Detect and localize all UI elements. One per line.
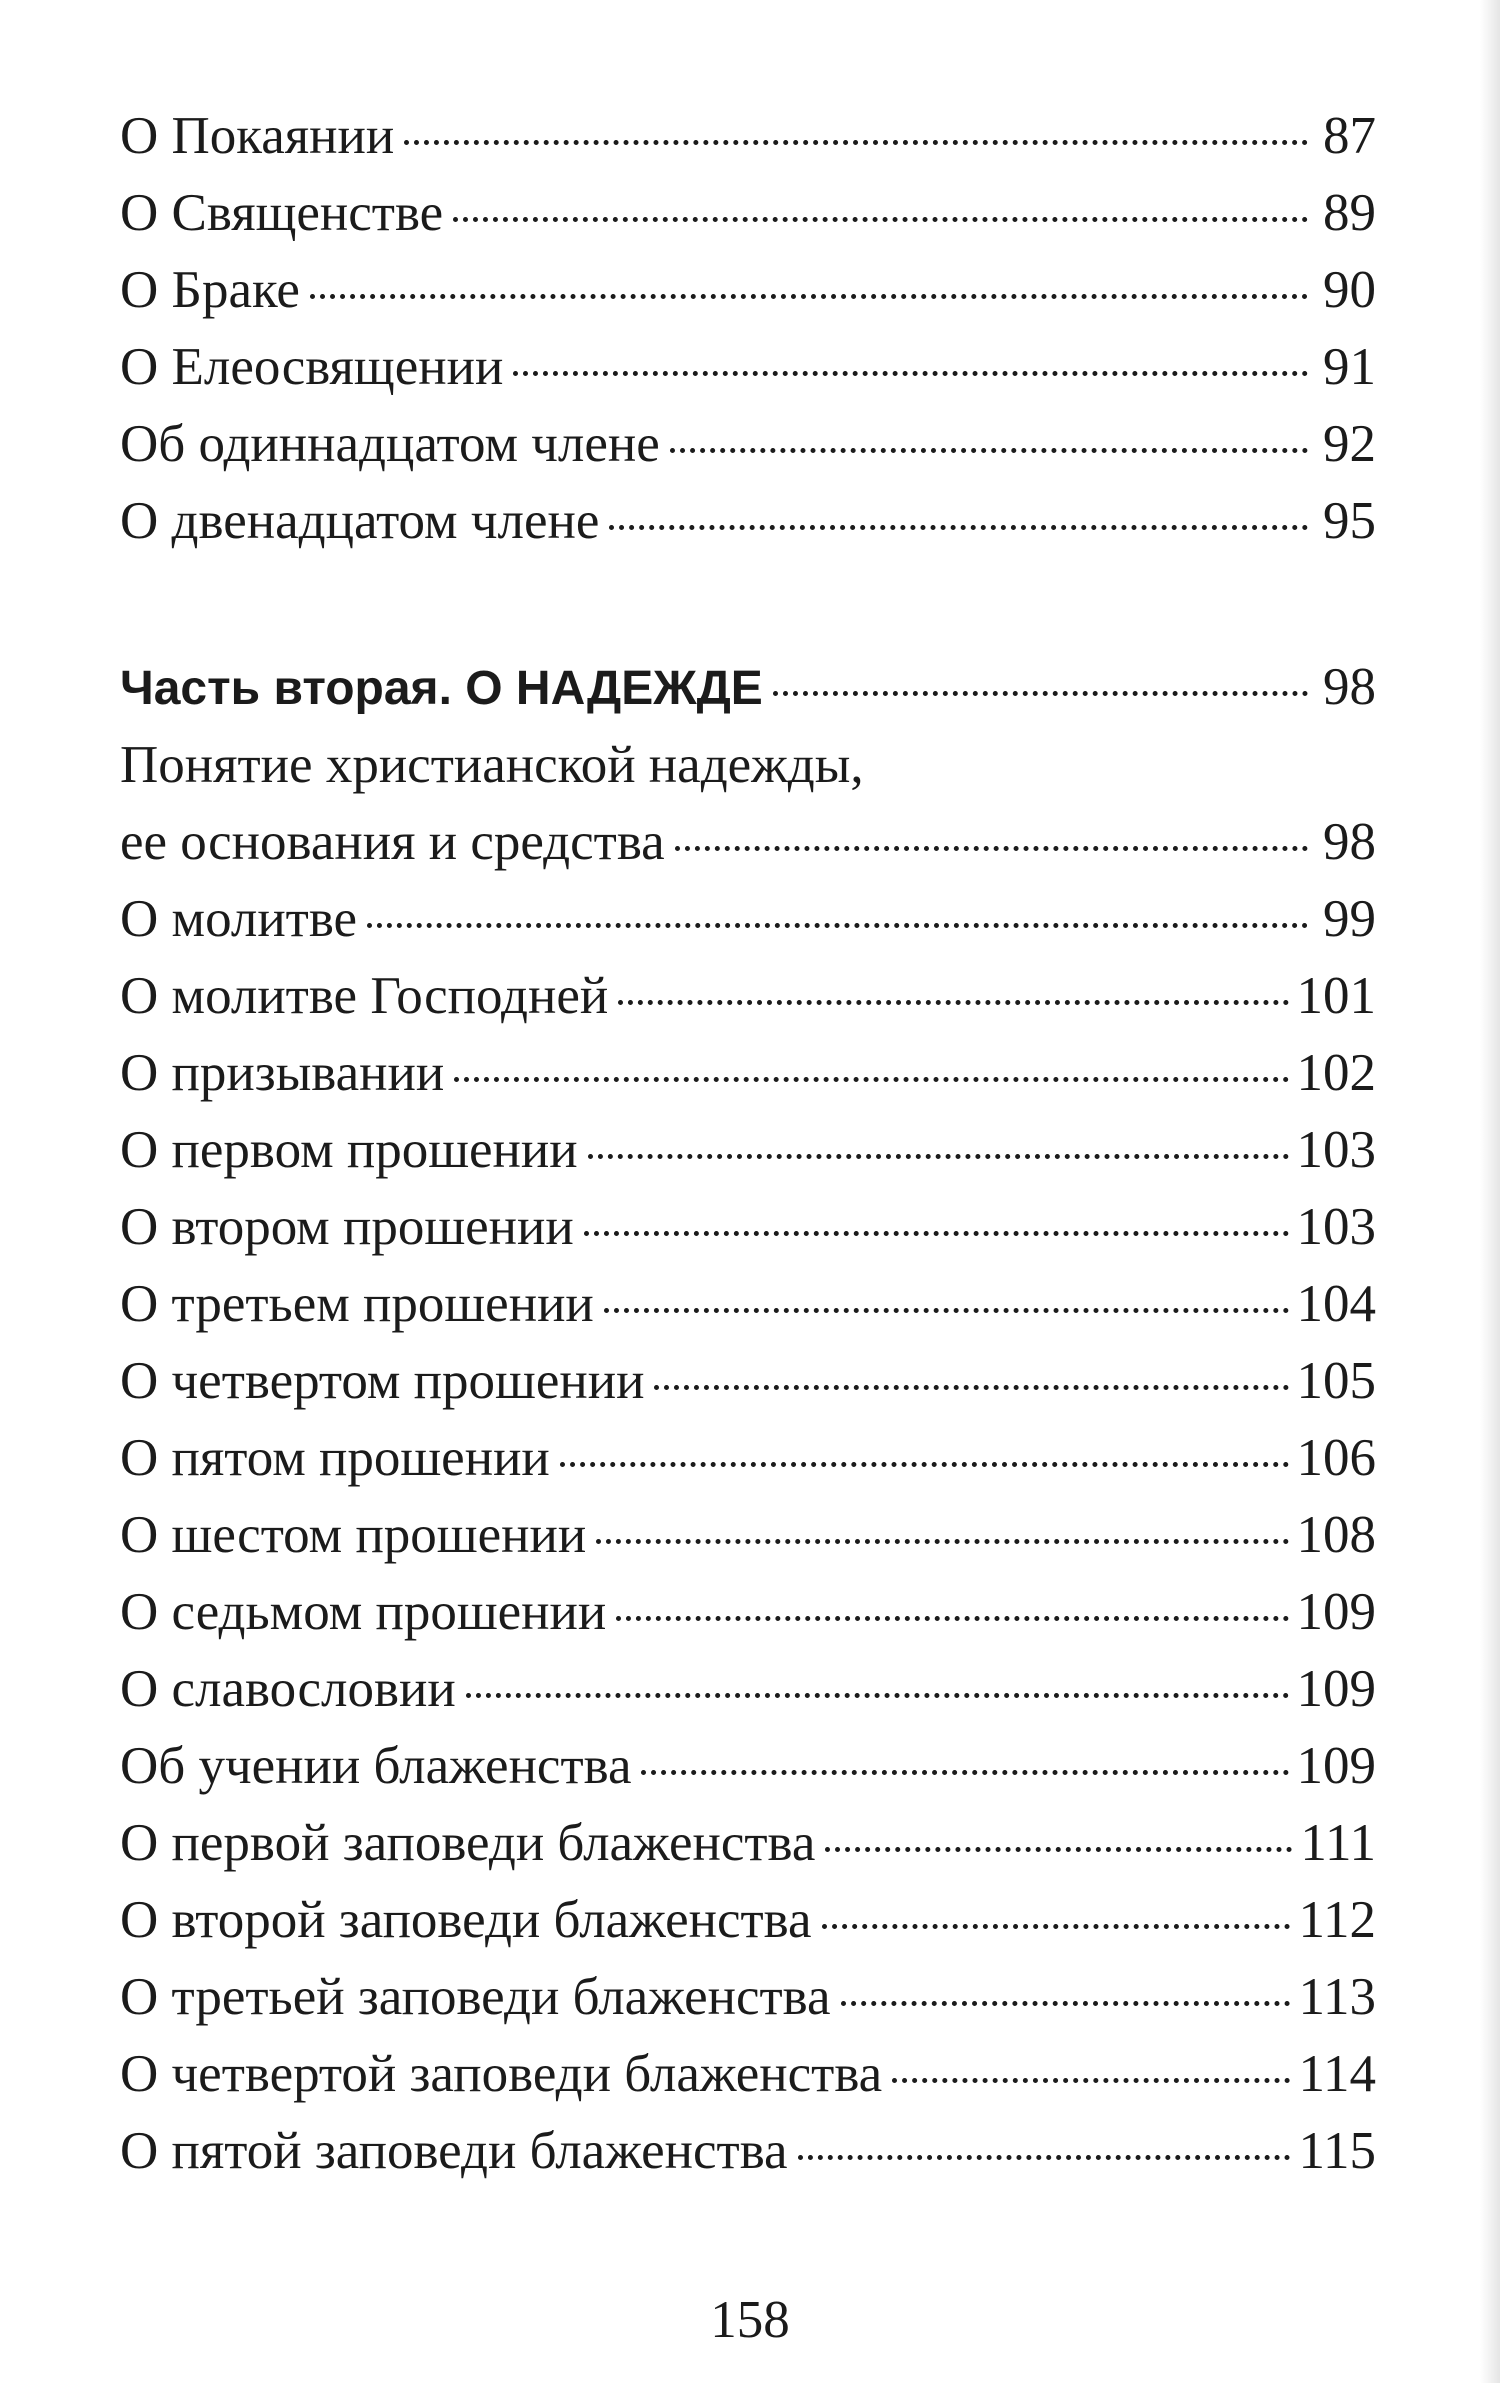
dot-leader: [841, 2001, 1291, 2006]
toc-entry-title: Об учении блаженства: [120, 1737, 632, 1795]
toc-entry[interactable]: [120, 881, 1376, 958]
dot-leader: [310, 294, 1308, 299]
page-edge-shadow: [1480, 0, 1500, 2383]
toc-entry-page: 98: [1323, 658, 1376, 716]
toc-entry-page: 102: [1296, 1044, 1376, 1102]
toc-entry[interactable]: [120, 1882, 1376, 1959]
toc-entry[interactable]: [120, 252, 1376, 329]
toc-entry[interactable]: [120, 329, 1376, 406]
toc-entry-title: О седьмом прошении: [120, 1583, 607, 1641]
toc-entry[interactable]: [120, 98, 1376, 175]
toc-entry-title: О пятом прошении: [120, 1429, 550, 1487]
toc-entry-title: О славословии: [120, 1660, 456, 1718]
toc-entry-title: О шестом прошении: [120, 1506, 587, 1564]
dot-leader: [453, 217, 1308, 222]
page-number: 158: [710, 2291, 790, 2349]
dot-leader: [404, 140, 1308, 145]
dot-leader: [654, 1385, 1288, 1390]
toc-entry[interactable]: [120, 1343, 1376, 1420]
toc-entry[interactable]: [120, 1035, 1376, 1112]
toc-part-heading[interactable]: [120, 647, 1376, 727]
toc-entry[interactable]: [120, 727, 1376, 881]
toc-entry-title: О призывании: [120, 1044, 445, 1102]
toc-entry-page: 98: [1323, 813, 1376, 871]
toc-entry[interactable]: [120, 1805, 1376, 1882]
toc-entry[interactable]: [120, 1189, 1376, 1266]
toc-entry-title: О Браке: [120, 261, 300, 319]
toc-entry-title-line2: ее основания и средства: [120, 813, 665, 871]
toc-entry-title: О первом прошении: [120, 1121, 578, 1179]
toc-entry-page: 115: [1298, 2122, 1376, 2180]
toc-entry-title-line1: Понятие христианской надежды,: [120, 736, 864, 794]
toc-entry-page: 109: [1296, 1583, 1376, 1641]
toc-entry-title: О четвертом прошении: [120, 1352, 645, 1410]
dot-leader: [454, 1077, 1288, 1082]
dot-leader: [798, 2155, 1291, 2160]
dot-leader: [596, 1539, 1288, 1544]
dot-leader: [609, 525, 1308, 530]
dot-leader: [675, 846, 1308, 851]
toc-entry-page: 99: [1323, 890, 1376, 948]
toc-entry-page: 105: [1296, 1352, 1376, 1410]
toc-entry[interactable]: [120, 2036, 1376, 2113]
toc-entry-title: О Покаянии: [120, 107, 395, 165]
toc-entry[interactable]: [120, 406, 1376, 483]
toc-entry[interactable]: [120, 1728, 1376, 1805]
dot-leader: [513, 371, 1308, 376]
toc-entry-page: 106: [1296, 1429, 1376, 1487]
toc-entry-page: 92: [1323, 415, 1376, 473]
toc-entry-page: 89: [1323, 184, 1376, 242]
toc-entry[interactable]: [120, 958, 1376, 1035]
toc-entry[interactable]: [120, 483, 1376, 560]
toc-entry-page: 104: [1296, 1275, 1376, 1333]
dot-leader: [641, 1770, 1288, 1775]
toc-entry-page: 91: [1323, 338, 1376, 396]
toc-entry-title: О пятой заповеди блаженства: [120, 2122, 788, 2180]
toc-group-part-two: [120, 647, 1376, 2190]
toc-entry-page: 87: [1323, 107, 1376, 165]
toc-entry-title: О четвертой заповеди блаженства: [120, 2045, 883, 2103]
toc-entry-page: 113: [1298, 1968, 1376, 2026]
toc-entry-title: О Елеосвящении: [120, 338, 504, 396]
toc-entry-page: 112: [1298, 1891, 1376, 1949]
toc-entry-page: 109: [1296, 1737, 1376, 1795]
toc-part-title: Часть вторая. О НАДЕЖДЕ: [120, 662, 763, 715]
toc-entry-title: О третьем прошении: [120, 1275, 594, 1333]
toc-entry-page: 103: [1296, 1121, 1376, 1179]
toc-entry-page: 95: [1323, 492, 1376, 550]
toc-entry[interactable]: [120, 1574, 1376, 1651]
dot-leader: [584, 1231, 1289, 1236]
dot-leader: [822, 1924, 1291, 1929]
dot-leader: [616, 1616, 1288, 1621]
toc-entry-page: 109: [1296, 1660, 1376, 1718]
toc-entry-title: О молитве Господней: [120, 967, 609, 1025]
toc-entry-page: 90: [1323, 261, 1376, 319]
toc-entry[interactable]: [120, 1266, 1376, 1343]
toc-entry-page: 111: [1300, 1814, 1376, 1872]
toc-entry[interactable]: [120, 1959, 1376, 2036]
toc-entry-title: О первой заповеди блаженства: [120, 1814, 816, 1872]
toc-entry-title: Об одиннадцатом члене: [120, 415, 660, 473]
toc-entry[interactable]: [120, 1420, 1376, 1497]
toc-entry-title: О Священстве: [120, 184, 444, 242]
toc-entry-page: 108: [1296, 1506, 1376, 1564]
toc-entry[interactable]: [120, 175, 1376, 252]
dot-leader: [892, 2078, 1290, 2083]
dot-leader: [466, 1693, 1289, 1698]
toc-entry[interactable]: [120, 1112, 1376, 1189]
dot-leader: [825, 1847, 1292, 1852]
toc-group-part-one-tail: [120, 98, 1376, 560]
dot-leader: [604, 1308, 1289, 1313]
toc-entry-page: 101: [1296, 967, 1376, 1025]
toc-entry-title: О двенадцатом члене: [120, 492, 600, 550]
dot-leader: [560, 1462, 1289, 1467]
toc-entry-title: О третьей заповеди блаженства: [120, 1968, 831, 2026]
toc-entry-title: О молитве: [120, 890, 358, 948]
toc-entry-page: 114: [1298, 2045, 1376, 2103]
dot-leader: [773, 691, 1308, 696]
toc-entry[interactable]: [120, 1497, 1376, 1574]
dot-leader: [618, 1000, 1288, 1005]
toc-entry[interactable]: [120, 2113, 1376, 2190]
toc-entry-title: О втором прошении: [120, 1198, 574, 1256]
toc-entry[interactable]: [120, 1651, 1376, 1728]
dot-leader: [367, 923, 1308, 928]
dot-leader: [588, 1154, 1289, 1159]
toc-entry-title: О второй заповеди блаженства: [120, 1891, 812, 1949]
toc-entry-page: 103: [1296, 1198, 1376, 1256]
dot-leader: [670, 448, 1308, 453]
